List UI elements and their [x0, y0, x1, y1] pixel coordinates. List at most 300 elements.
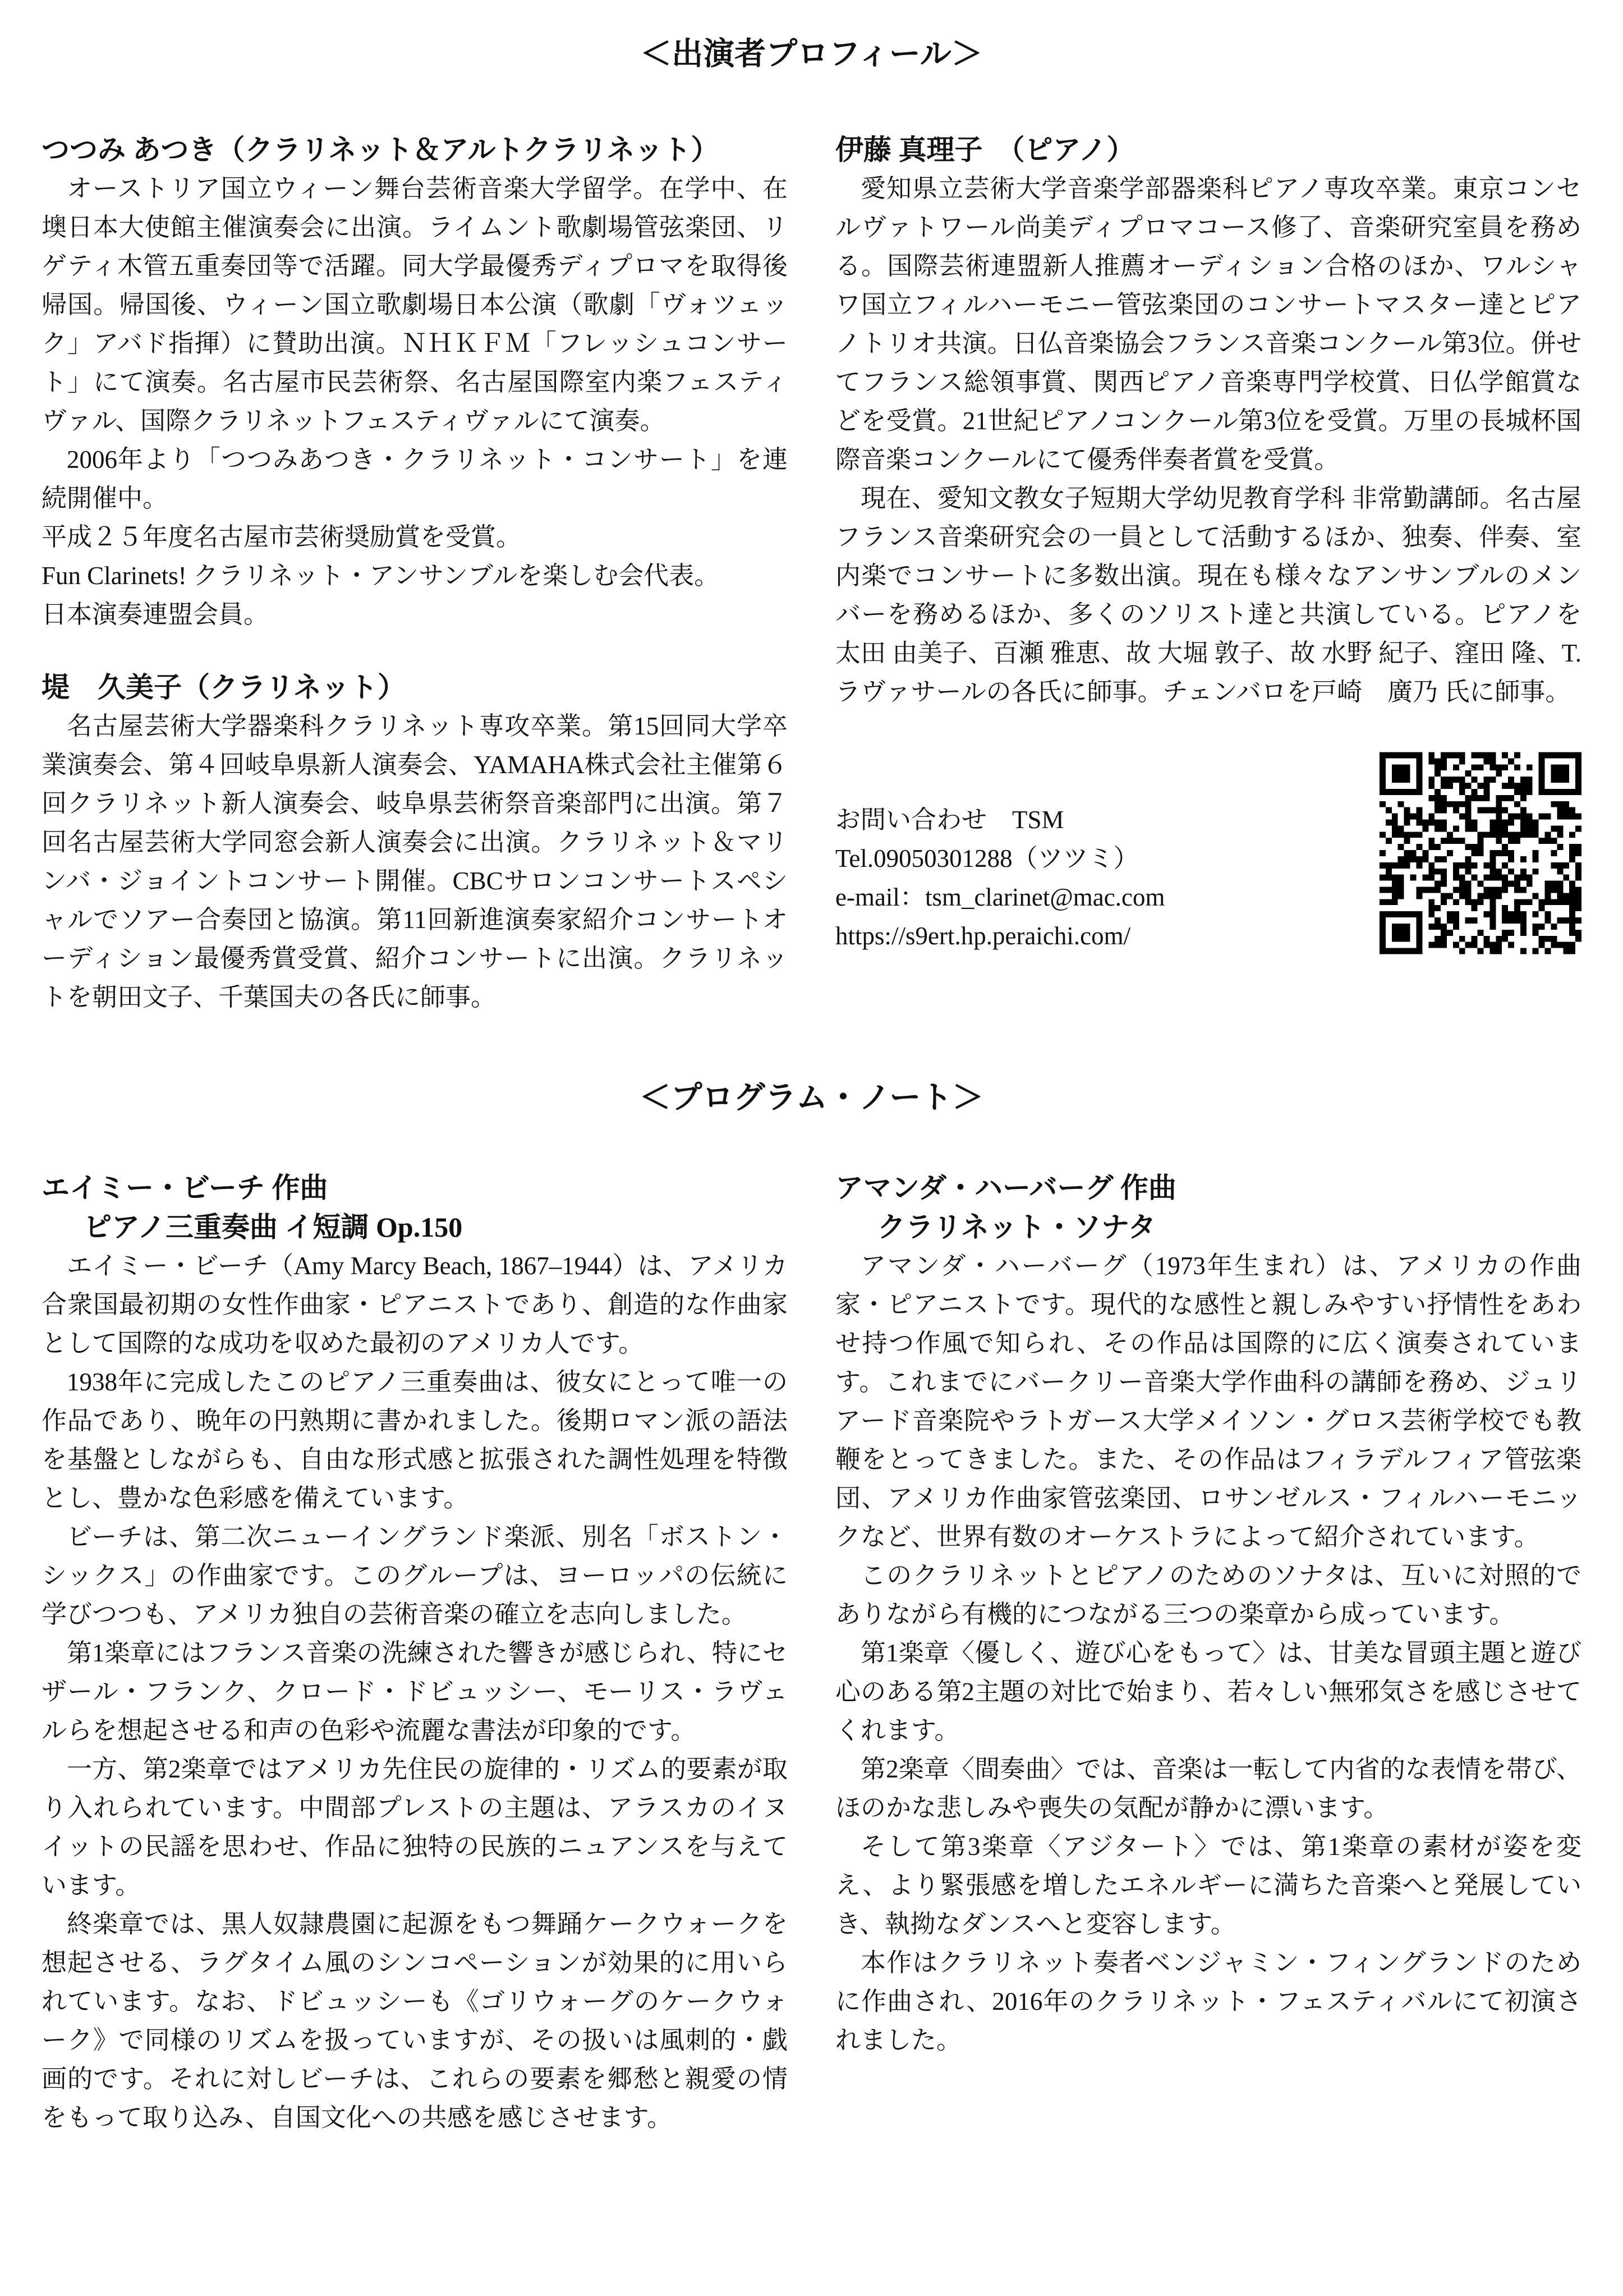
qr-module [1459, 875, 1465, 881]
qr-module [1502, 832, 1508, 838]
program-paragraph: 1938年に完成したこのピアノ三重奏曲は、彼女にとって唯一の作品であり、晩年の円熟期に書かれました。後期ロマン派の語法を基盤としながらも、自由な形式感と拡張された調性処理を特徴とし、豊かな色彩感を備えています。 [42, 1368, 788, 1512]
qr-module [1489, 764, 1496, 770]
qr-module [1514, 789, 1520, 795]
qr-module [1483, 795, 1489, 801]
qr-module [1551, 862, 1557, 869]
qr-module [1483, 832, 1489, 838]
qr-module [1472, 844, 1478, 850]
qr-module [1514, 875, 1520, 881]
qr-module [1489, 856, 1496, 862]
qr-module [1508, 758, 1514, 764]
qr-module [1404, 814, 1410, 820]
qr-module [1465, 917, 1472, 924]
qr-module [1416, 862, 1422, 869]
qr-module [1472, 899, 1478, 905]
qr-module [1539, 814, 1545, 820]
qr-module [1539, 942, 1545, 948]
qr-module [1478, 881, 1484, 887]
qr-module [1386, 887, 1392, 893]
qr-module [1472, 917, 1478, 924]
qr-module [1472, 795, 1478, 801]
qr-module [1502, 850, 1508, 856]
qr-module [1447, 783, 1453, 789]
qr-module [1557, 832, 1563, 838]
qr-module [1478, 807, 1484, 814]
profile-left-column [42, 130, 788, 1017]
qr-module [1441, 899, 1447, 905]
profile-paragraph: 平成２５年度名古屋市芸術奨励賞を受賞。 [42, 523, 522, 551]
qr-module [1386, 862, 1392, 869]
qr-module [1478, 844, 1484, 850]
qr-module [1441, 820, 1447, 826]
qr-module [1422, 850, 1428, 856]
qr-module [1392, 887, 1398, 893]
qr-module [1459, 814, 1465, 820]
qr-module [1508, 917, 1514, 924]
qr-module [1520, 789, 1527, 795]
program-paragraph: 本作はクラリネット奏者ベンジャミン・フィングランドのために作曲され、2016年のクラリネット・フェスティバルにて初演されました。 [835, 1949, 1581, 2054]
qr-module [1527, 875, 1533, 881]
qr-module [1465, 814, 1472, 820]
qr-module [1496, 838, 1502, 844]
qr-module [1435, 789, 1441, 795]
qr-module [1447, 752, 1453, 759]
qr-module [1520, 820, 1527, 826]
qr-module [1527, 783, 1533, 789]
performer-profile-ito-mariko [835, 130, 1581, 711]
qr-module [1557, 942, 1563, 948]
qr-module [1465, 862, 1472, 869]
qr-module [1380, 899, 1386, 905]
qr-module [1520, 869, 1527, 875]
qr-module [1502, 825, 1508, 832]
qr-module [1489, 820, 1496, 826]
qr-module [1447, 917, 1453, 924]
qr-module [1428, 875, 1435, 881]
qr-module [1569, 893, 1575, 899]
qr-module [1539, 924, 1545, 930]
program-paragraph: 一方、第2楽章ではアメリカ先住民の旋律的・リズム的要素が取り入れられています。中間部プレストの主題は、アラスカのイヌイットの民謡を思わせ、作品に独特の民族的ニュアンスを与えています。 [42, 1755, 788, 1899]
program-note-harberg [835, 1168, 1581, 2060]
qr-module [1441, 893, 1447, 899]
contact-info [835, 801, 1165, 956]
program-paragraph: 第2楽章〈間奏曲〉では、音楽は一転して内省的な表情を帯び、ほのかな悲しみや喪失の気配が静かに漂います。 [835, 1755, 1581, 1822]
qr-module [1453, 942, 1459, 948]
contact-email-link[interactable]: e-mail：tsm_clarinet@mac.com [835, 883, 1165, 911]
qr-module [1441, 752, 1447, 759]
qr-module [1508, 930, 1514, 936]
qr-module [1453, 752, 1459, 759]
qr-module [1514, 783, 1520, 789]
qr-module [1508, 783, 1514, 789]
qr-module [1489, 758, 1496, 764]
qr-module [1489, 911, 1496, 917]
qr-module [1392, 875, 1398, 881]
qr-module [1465, 783, 1472, 789]
profile-paragraph: 2006年より「つつみあつき・クラリネット・コンサート」を連続開催中。 [42, 446, 788, 512]
qr-module [1575, 862, 1581, 869]
qr-module [1447, 850, 1453, 856]
qr-module [1508, 820, 1514, 826]
contact-row [835, 751, 1581, 956]
qr-module [1472, 820, 1478, 826]
qr-module [1447, 930, 1453, 936]
qr-module [1435, 887, 1441, 893]
qr-module [1422, 820, 1428, 826]
qr-module [1435, 856, 1441, 862]
qr-module [1551, 887, 1557, 893]
qr-module [1441, 764, 1447, 770]
qr-module [1416, 893, 1422, 899]
qr-module [1489, 807, 1496, 814]
performer-heading: 伊藤 真理子 （ピアノ） [835, 134, 1135, 166]
qr-module [1386, 807, 1392, 814]
qr-module [1545, 893, 1551, 899]
qr-module [1557, 807, 1563, 814]
qr-module [1569, 924, 1575, 930]
qr-module [1398, 856, 1404, 862]
qr-module [1386, 899, 1392, 905]
qr-module [1472, 905, 1478, 911]
qr-module [1496, 814, 1502, 820]
qr-module [1465, 807, 1472, 814]
qr-module [1483, 758, 1489, 764]
qr-module [1545, 948, 1551, 954]
qr-module [1453, 801, 1459, 807]
qr-module [1465, 770, 1472, 777]
qr-module [1441, 942, 1447, 948]
qr-module [1380, 875, 1386, 881]
qr-module [1496, 936, 1502, 942]
qr-module [1551, 764, 1569, 783]
qr-module [1508, 856, 1514, 862]
qr-module [1483, 862, 1489, 869]
qr-module [1441, 783, 1447, 789]
qr-module [1435, 807, 1441, 814]
qr-module [1441, 875, 1447, 881]
qr-module [1459, 948, 1465, 954]
qr-module [1428, 869, 1435, 875]
qr-module [1502, 911, 1508, 917]
qr-module [1398, 893, 1404, 899]
qr-module [1453, 777, 1459, 783]
qr-module [1502, 844, 1508, 850]
qr-module [1459, 752, 1465, 759]
qr-module [1539, 838, 1545, 844]
qr-module [1472, 862, 1478, 869]
contact-website-link[interactable]: https://s9ert.hp.peraichi.com/ [835, 922, 1131, 950]
qr-module [1465, 825, 1472, 832]
qr-module [1441, 869, 1447, 875]
qr-module [1569, 905, 1575, 911]
qr-module [1459, 758, 1465, 764]
qr-module [1380, 832, 1386, 838]
qr-module [1520, 777, 1527, 783]
qr-module [1453, 764, 1459, 770]
qr-module [1435, 801, 1441, 807]
qr-module [1508, 850, 1514, 856]
qr-module [1569, 814, 1575, 820]
qr-module [1441, 807, 1447, 814]
qr-module [1563, 862, 1569, 869]
qr-module [1428, 844, 1435, 850]
qr-module [1453, 807, 1459, 814]
qr-module [1569, 856, 1575, 862]
qr-module [1478, 752, 1484, 759]
qr-module [1435, 869, 1441, 875]
qr-module [1428, 783, 1435, 789]
qr-module [1410, 856, 1417, 862]
qr-module [1472, 875, 1478, 881]
qr-module [1465, 820, 1472, 826]
program-paragraph: そして第3楽章〈アジタート〉では、第1楽章の素材が姿を変え、より緊張感を増したエネルギーに満ちた音楽へと発展していき、執拗なダンスへと変容します。 [835, 1833, 1581, 1938]
qr-module [1416, 807, 1422, 814]
qr-module [1575, 936, 1581, 942]
qr-module [1520, 948, 1527, 954]
program-work-title: ピアノ三重奏曲 イ短調 Op.150 [84, 1211, 463, 1243]
qr-module [1428, 899, 1435, 905]
qr-module [1489, 752, 1496, 759]
qr-module [1472, 764, 1478, 770]
qr-module [1428, 887, 1435, 893]
qr-module [1398, 825, 1404, 832]
qr-module [1551, 850, 1557, 856]
program-grid [42, 1168, 1581, 2137]
qr-module [1563, 948, 1569, 954]
qr-module [1527, 832, 1533, 838]
qr-module [1465, 844, 1472, 850]
qr-module [1520, 832, 1527, 838]
qr-module [1441, 758, 1447, 764]
qr-module [1508, 942, 1514, 948]
qr-module [1527, 825, 1533, 832]
qr-module [1416, 856, 1422, 862]
qr-module [1533, 893, 1539, 899]
contact-tel: Tel.09050301288（ツツミ） [835, 844, 1139, 873]
qr-module [1563, 875, 1569, 881]
qr-module [1435, 770, 1441, 777]
qr-module [1514, 917, 1520, 924]
qr-module [1496, 948, 1502, 954]
qr-module [1483, 911, 1489, 917]
qr-module [1447, 893, 1453, 899]
qr-module [1520, 887, 1527, 893]
qr-module [1459, 783, 1465, 789]
qr-module [1502, 936, 1508, 942]
performer-heading: 堤 久美子（クラリネット） [42, 672, 406, 703]
qr-module [1496, 825, 1502, 832]
qr-module [1569, 948, 1575, 954]
qr-module [1472, 752, 1478, 759]
qr-module [1545, 832, 1551, 838]
qr-module [1483, 807, 1489, 814]
qr-module [1478, 838, 1484, 844]
profile-grid [42, 130, 1581, 1017]
qr-module [1502, 783, 1508, 789]
qr-module [1514, 838, 1520, 844]
qr-module [1520, 924, 1527, 930]
qr-module [1575, 875, 1581, 881]
qr-module [1441, 924, 1447, 930]
qr-module [1557, 917, 1563, 924]
profile-right-column [835, 130, 1581, 956]
qr-module [1508, 881, 1514, 887]
qr-module [1478, 893, 1484, 899]
qr-module [1398, 881, 1404, 887]
qr-module [1398, 887, 1404, 893]
qr-module [1520, 856, 1527, 862]
qr-module [1502, 862, 1508, 869]
qr-module [1502, 752, 1508, 759]
qr-module [1465, 893, 1472, 899]
qr-module [1422, 825, 1428, 832]
qr-module [1527, 777, 1533, 783]
qr-module [1545, 881, 1551, 887]
qr-module [1410, 814, 1417, 820]
qr-module [1502, 917, 1508, 924]
qr-module [1545, 814, 1551, 820]
qr-module [1435, 917, 1441, 924]
qr-module [1472, 825, 1478, 832]
qr-module [1483, 752, 1489, 759]
qr-module [1428, 814, 1435, 820]
qr-module [1539, 905, 1545, 911]
qr-module [1392, 924, 1410, 942]
qr-module [1575, 887, 1581, 893]
qr-module [1557, 862, 1563, 869]
qr-module [1465, 801, 1472, 807]
qr-module [1398, 844, 1404, 850]
qr-module [1478, 832, 1484, 838]
qr-module [1483, 777, 1489, 783]
qr-module [1545, 838, 1551, 844]
qr-module [1404, 850, 1410, 856]
qr-module [1478, 899, 1484, 905]
qr-module [1569, 899, 1575, 905]
profile-paragraph: オーストリア国立ウィーン舞台芸術音楽大学留学。在学中、在墺日本大使館主催演奏会に出演。ライムント歌劇場管弦楽団、リゲティ木管五重奏団等で活躍。同大学最優秀ディプロマを取得後帰国。帰国後、ウィーン国立歌劇場日本公演（歌劇「ヴォツェック」アバド指揮）に賛助出演。ＮＨＫＦＭ「フレッシュコンサート」にて演奏。名古屋市民芸術祭、名古屋国際室内楽フェスティヴァル、国際クラリネットフェスティヴァルにて演奏。 [42, 175, 788, 435]
qr-module [1483, 789, 1489, 795]
qr-module [1447, 911, 1453, 917]
qr-module [1545, 899, 1551, 905]
qr-module [1428, 942, 1435, 948]
qr-module [1435, 764, 1441, 770]
qr-module [1557, 899, 1563, 905]
qr-module [1435, 844, 1441, 850]
qr-module [1478, 764, 1484, 770]
qr-module [1453, 825, 1459, 832]
program-paragraph: 第1楽章にはフランス音楽の洗練された響きが感じられ、特にセザール・フランク、クロード・ドビュッシー、モーリス・ラヴェルらを想起させる和声の色彩や流麗な書法が印象的です。 [42, 1639, 788, 1744]
program-composer-heading: アマンダ・ハーバーグ 作曲 [835, 1172, 1176, 1204]
qr-module [1441, 936, 1447, 942]
qr-module [1416, 887, 1422, 893]
qr-module [1489, 777, 1496, 783]
qr-module [1502, 887, 1508, 893]
qr-module [1410, 875, 1417, 881]
qr-module [1459, 887, 1465, 893]
qr-module [1551, 924, 1557, 930]
qr-module [1428, 924, 1435, 930]
qr-module [1416, 832, 1422, 838]
qr-module [1496, 807, 1502, 814]
profile-paragraph: 名古屋芸術大学器楽科クラリネット専攻卒業。第15回同大学卒業演奏会、第４回岐阜県新人演奏会、YAMAHA株式会社主催第６回クラリネット新人演奏会、岐阜県芸術祭音楽部門に出演。第７回名古屋芸術大学同窓会新人演奏会に出演。クラリネット＆マリンバ・ジョイントコンサート開催。CBCサロンコンサートスペシャルでソアー合奏団と協演。第11回新進演奏家紹介コンサートオーディション最優秀賞受賞、紹介コンサートに出演。クラリネットを朝田文子、千葉国夫の各氏に師事。 [42, 712, 788, 1011]
qr-module [1392, 832, 1398, 838]
qr-module [1557, 825, 1563, 832]
qr-module [1496, 942, 1502, 948]
qr-module [1520, 911, 1527, 917]
qr-module [1527, 764, 1533, 770]
qr-module [1569, 844, 1575, 850]
profile-paragraph: 日本演奏連盟会員。 [42, 600, 269, 628]
qr-module [1483, 936, 1489, 942]
qr-module [1441, 801, 1447, 807]
qr-module [1520, 795, 1527, 801]
qr-module [1441, 777, 1447, 783]
qr-module [1459, 893, 1465, 899]
qr-module [1392, 764, 1410, 783]
qr-module [1472, 936, 1478, 942]
qr-module [1514, 905, 1520, 911]
qr-module [1459, 936, 1465, 942]
qr-module [1533, 948, 1539, 954]
qr-module [1380, 862, 1386, 869]
qr-module [1410, 832, 1417, 838]
qr-module [1527, 899, 1533, 905]
qr-module [1557, 801, 1563, 807]
qr-module [1435, 881, 1441, 887]
qr-module [1453, 917, 1459, 924]
qr-module [1496, 893, 1502, 899]
qr-module [1514, 899, 1520, 905]
qr-module [1520, 917, 1527, 924]
qr-module [1435, 825, 1441, 832]
qr-module [1557, 844, 1563, 850]
qr-module [1496, 869, 1502, 875]
qr-module [1520, 825, 1527, 832]
qr-module [1459, 862, 1465, 869]
qr-module [1533, 911, 1539, 917]
qr-module [1422, 856, 1428, 862]
qr-module [1380, 801, 1386, 807]
program-paragraph: このクラリネットとピアノのためのソナタは、互いに対照的でありながら有機的につながる三つの楽章から成っています。 [835, 1562, 1581, 1628]
performer-heading: つつみ あつき（クラリネット＆アルトクラリネット） [42, 134, 719, 166]
qr-module [1453, 911, 1459, 917]
program-paragraph: エイミー・ビーチ（Amy Marcy Beach, 1867–1944）は、アメリカ合衆国最初期の女性作曲家・ピアニストであり、創造的な作曲家として国際的な成功を収めた最初のアメリカ人です。 [42, 1252, 788, 1357]
qr-module [1551, 801, 1557, 807]
qr-module [1435, 795, 1441, 801]
qr-module [1453, 899, 1459, 905]
qr-module [1404, 838, 1410, 844]
qr-module [1489, 893, 1496, 899]
qr-module [1545, 917, 1551, 924]
qr-module [1520, 875, 1527, 881]
qr-module [1459, 801, 1465, 807]
program-paragraph: ビーチは、第二次ニューイングランド楽派、別名「ボストン・シックス」の作曲家です。このグループは、ヨーロッパの伝統に学びつつも、アメリカ独自の芸術音楽の確立を志向しました。 [42, 1523, 788, 1628]
qr-module [1435, 905, 1441, 911]
qr-module [1392, 814, 1398, 820]
qr-module [1465, 869, 1472, 875]
qr-module [1502, 764, 1508, 770]
qr-module [1569, 911, 1575, 917]
qr-module [1483, 875, 1489, 881]
program-paragraph: 第1楽章〈優しく、遊び心をもって〉は、甘美な冒頭主題と遊び心のある第2主題の対比で始まり、若々しい無邪気さを感じさせてくれます。 [835, 1639, 1581, 1744]
qr-module [1447, 801, 1453, 807]
qr-module [1441, 881, 1447, 887]
qr-module [1520, 783, 1527, 789]
program-section-title: ＜プログラム・ノート＞ [639, 1081, 984, 1115]
qr-module [1502, 875, 1508, 881]
qr-module [1569, 850, 1575, 856]
qr-module [1428, 862, 1435, 869]
